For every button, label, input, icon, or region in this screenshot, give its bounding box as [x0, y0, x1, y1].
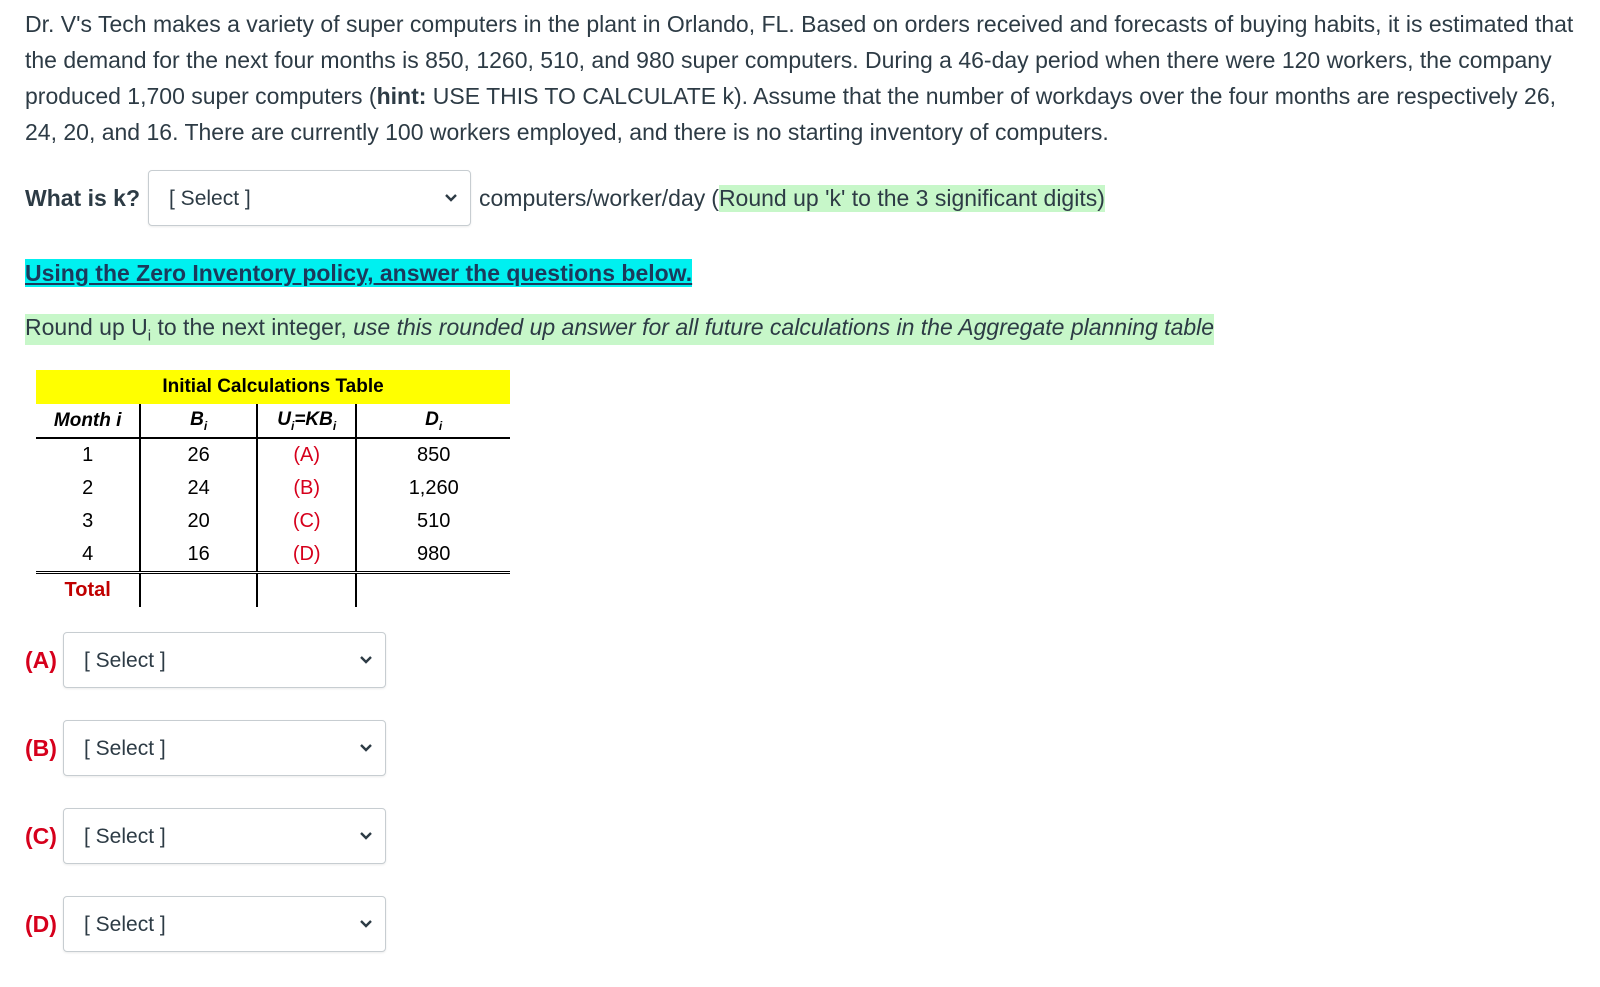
header-u-mid: =KB — [294, 408, 333, 430]
section-heading-text: Using the Zero Inventory policy, answer the questions below. — [25, 260, 693, 286]
answer-row-c — [25, 808, 386, 864]
chevron-down-icon — [359, 653, 373, 667]
cell-month: 2 — [36, 472, 140, 505]
round-note-middle: to the next integer, — [151, 314, 354, 340]
round-note-italic: use this rounded up answer for all future calculations in the Aggregate planning table — [353, 314, 1215, 340]
hint-label: hint: — [376, 83, 427, 109]
total-d — [356, 573, 510, 608]
cell-u: (C) — [257, 505, 356, 538]
cell-u: (A) — [257, 438, 356, 472]
answer-select-b-value: [ Select ] — [84, 737, 166, 760]
header-d — [356, 404, 510, 438]
k-select[interactable] — [148, 170, 471, 226]
cell-u: (D) — [257, 538, 356, 573]
round-note-sub: i — [147, 327, 152, 345]
initial-calculations-table — [36, 370, 510, 607]
k-unit: computers/worker/day — [479, 184, 706, 211]
answer-select-c[interactable] — [63, 808, 386, 864]
header-month: Month i — [36, 404, 140, 438]
cell-d: 1,260 — [408, 477, 459, 499]
cell-d: 850 — [417, 444, 451, 466]
answer-row-b — [25, 720, 386, 776]
cell-b: 20 — [140, 505, 257, 538]
cell-b: 24 — [140, 472, 257, 505]
section-heading — [25, 260, 692, 287]
answer-select-a[interactable] — [63, 632, 386, 688]
problem-text-part1: Dr. V's Tech makes a variety of super computers in the plant in Orlando, FL. Based on orders received and forecasts of buying habits, it is estimated that the demand for the next four months is 850, 1260, 510, and 980 super computers. During a 46-day period when there were 120 workers, the company produced 1,700 super computers ( — [25, 11, 1574, 109]
answer-label-b: (B) — [25, 734, 57, 761]
chevron-down-icon — [359, 917, 373, 931]
k-question-label: What is k? — [25, 184, 141, 211]
header-d-sub: i — [438, 418, 443, 433]
header-u-sub2: i — [332, 418, 337, 433]
table-row — [36, 472, 510, 505]
answer-select-a-value: [ Select ] — [84, 649, 166, 672]
cell-d: 510 — [417, 510, 451, 532]
total-b — [140, 573, 257, 608]
answer-select-d[interactable] — [63, 896, 386, 952]
answer-label-c: (C) — [25, 822, 57, 849]
round-note-prefix: Round up U — [25, 314, 148, 340]
answer-select-b[interactable] — [63, 720, 386, 776]
answer-select-d-value: [ Select ] — [84, 913, 166, 936]
table-row — [36, 538, 510, 573]
total-u — [257, 573, 356, 608]
header-u — [257, 404, 356, 438]
k-note-paren: ( — [711, 184, 719, 211]
problem-text-part2: USE THIS TO CALCULATE k). Assume that the number of workdays over the four months are respectively 26, 24, 20, and 16. There are currently 100 workers employed, and there is no starting inventory of computers. — [25, 83, 1557, 145]
total-row — [36, 573, 510, 608]
chevron-down-icon — [359, 829, 373, 843]
answer-label-a: (A) — [25, 646, 57, 673]
answer-row-d — [25, 896, 386, 952]
total-label: Total — [36, 573, 140, 608]
cell-d: 980 — [356, 538, 510, 573]
chevron-down-icon — [359, 741, 373, 755]
k-question-row — [25, 170, 1105, 226]
cell-b: 26 — [140, 438, 257, 472]
header-b-text: B — [190, 408, 204, 430]
table-row — [36, 505, 510, 538]
cell-u: (B) — [257, 472, 356, 505]
cell-b: 16 — [140, 538, 257, 573]
cell-month: 3 — [36, 505, 140, 538]
cell-month: 4 — [36, 538, 140, 573]
k-round-note: Round up 'k' to the 3 significant digits) — [718, 184, 1105, 211]
answer-select-c-value: [ Select ] — [84, 825, 166, 848]
header-u-sub: i — [290, 418, 295, 433]
table-title: Initial Calculations Table — [36, 370, 510, 404]
cell-month: 1 — [36, 438, 140, 472]
round-note — [25, 314, 1214, 345]
answer-label-d: (D) — [25, 910, 57, 937]
chevron-down-icon — [444, 191, 458, 205]
table-row — [36, 438, 510, 472]
k-select-value: [ Select ] — [169, 187, 251, 210]
header-b — [140, 404, 257, 438]
header-b-sub: i — [203, 418, 208, 433]
header-u-text: U — [277, 408, 291, 430]
problem-text — [25, 6, 1585, 150]
answer-row-a — [25, 632, 386, 688]
header-d-text: D — [425, 408, 439, 430]
